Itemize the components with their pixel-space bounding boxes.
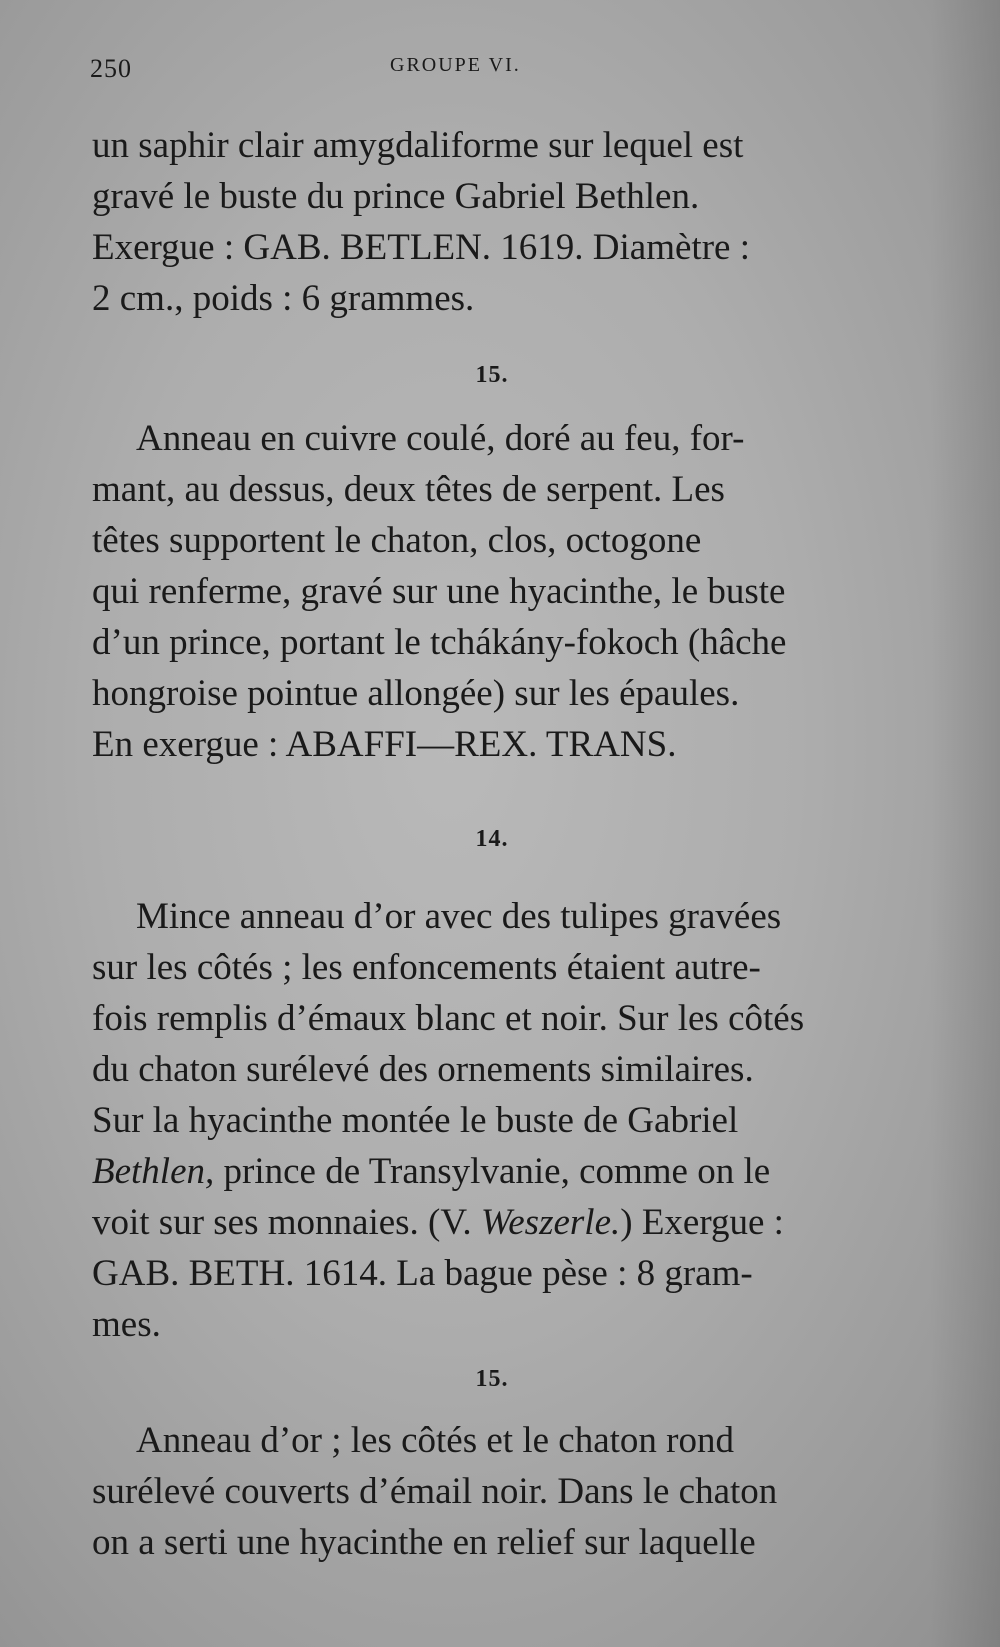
text-line: En exergue : ABAFFI—REX. TRANS. xyxy=(92,724,677,765)
continuation-paragraph xyxy=(92,120,892,324)
text-line: hongroise pointue allongée) sur les épaules. xyxy=(92,673,740,714)
text-line: du chaton surélevé des ornements similaires. xyxy=(92,1049,754,1090)
text-line: Mince anneau d’or avec des tulipes gravées xyxy=(136,896,782,937)
running-title: GROUPE VI. xyxy=(390,54,521,76)
entry-paragraph xyxy=(92,413,892,770)
entry-number: 15. xyxy=(475,362,509,388)
text-line xyxy=(92,1197,892,1248)
running-head xyxy=(90,46,890,86)
text-line: qui renferme, gravé sur une hyacinthe, le buste xyxy=(92,571,786,612)
italic-name: Bethlen, xyxy=(92,1151,215,1192)
line-before: voit sur ses monnaies. (V. xyxy=(92,1202,481,1243)
text-line: gravé le buste du prince Gabriel Bethlen. xyxy=(92,176,700,217)
text-line: Exergue : GAB. BETLEN. 1619. Diamètre : xyxy=(92,227,750,268)
entry-paragraph xyxy=(92,891,892,1350)
entry-number: 14. xyxy=(475,826,509,852)
text-line: mant, au dessus, deux têtes de serpent. Les xyxy=(92,469,725,510)
text-line: 2 cm., poids : 6 grammes. xyxy=(92,278,475,319)
line-after: ) Exergue : xyxy=(620,1202,784,1243)
text-line: d’un prince, portant le tchákány-fokoch (hâche xyxy=(92,622,787,663)
text-line: un saphir clair amygdaliforme sur lequel est xyxy=(92,125,744,166)
text-line: Anneau en cuivre coulé, doré au feu, for- xyxy=(136,418,745,459)
text-line: sur les côtés ; les enfoncements étaient autre- xyxy=(92,947,761,988)
text-line: Sur la hyacinthe montée le buste de Gabriel xyxy=(92,1100,739,1141)
text-line: fois remplis d’émaux blanc et noir. Sur les côtés xyxy=(92,998,805,1039)
text-line: on a serti une hyacinthe en relief sur laquelle xyxy=(92,1522,756,1563)
text-line: GAB. BETH. 1614. La bague pèse : 8 gram- xyxy=(92,1253,753,1294)
text-line: têtes supportent le chaton, clos, octogone xyxy=(92,520,702,561)
text-line xyxy=(92,1146,892,1197)
text-line: Anneau d’or ; les côtés et le chaton rond xyxy=(136,1420,734,1461)
body-text xyxy=(92,120,892,1568)
line-rest: prince de Transylvanie, comme on le xyxy=(214,1151,771,1192)
entry-paragraph xyxy=(92,1415,892,1568)
entry-number: 15. xyxy=(475,1366,509,1392)
text-line: mes. xyxy=(92,1304,161,1345)
text-line: surélevé couverts d’émail noir. Dans le chaton xyxy=(92,1471,778,1512)
italic-reference: Weszerle. xyxy=(480,1202,621,1243)
page-number: 250 xyxy=(90,54,132,83)
